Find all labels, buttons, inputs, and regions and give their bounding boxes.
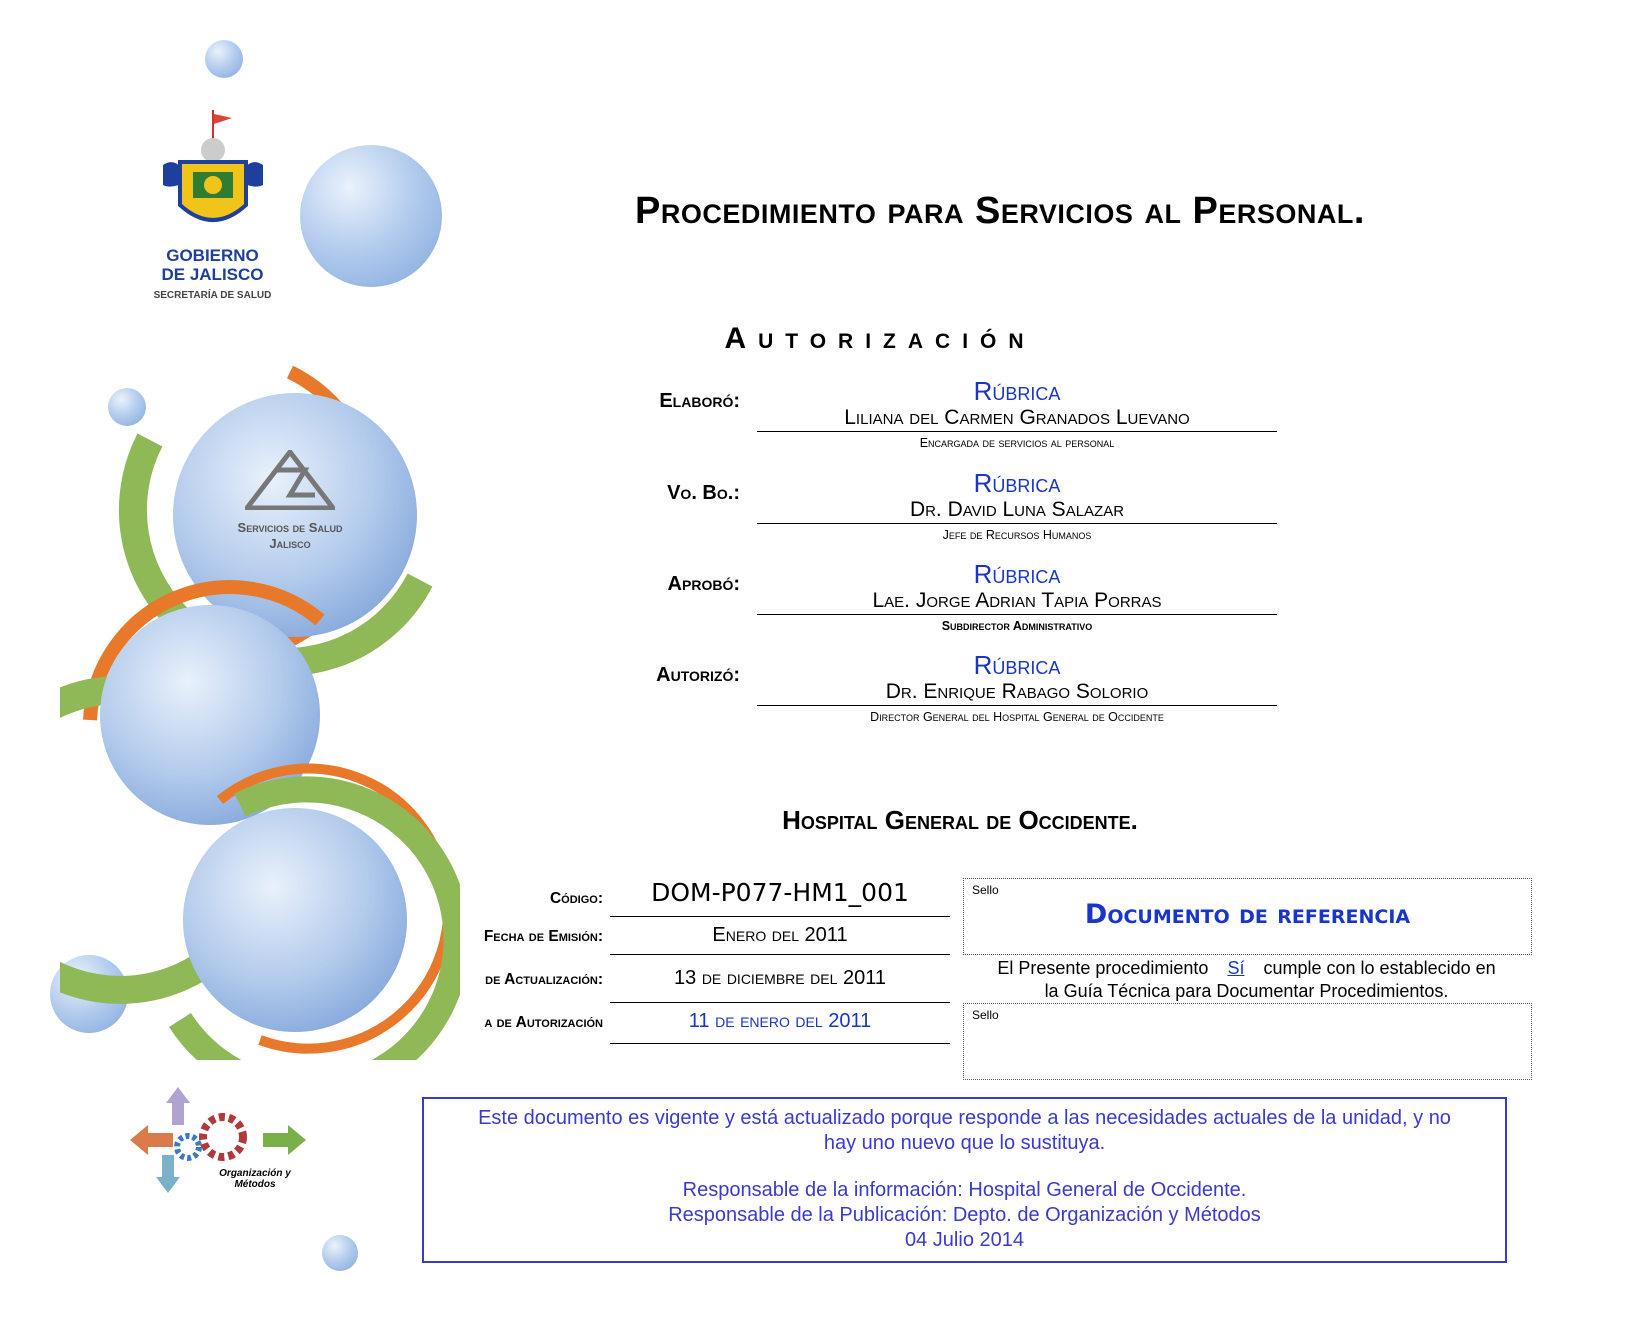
- logo-text-line: Servicios de Salud: [237, 520, 343, 535]
- signature-rubrica: Rúbrica: [973, 559, 1061, 589]
- bubble-decoration: [322, 1235, 358, 1271]
- compliance-answer: Sí: [1227, 958, 1245, 978]
- sello-label: Sello: [972, 883, 999, 897]
- footer-line: 04 Julio 2014: [905, 1229, 1024, 1251]
- logo-text-line: DE JALISCO: [161, 265, 264, 284]
- emision-value: Enero del 2011: [610, 924, 950, 955]
- compliance-line-2: la Guía Técnica para Documentar Procedimientos.: [1044, 981, 1449, 1001]
- footer-line: hay uno nuevo que lo sustituya.: [823, 1132, 1106, 1154]
- signature-label: Autorizó:: [656, 664, 740, 686]
- actualizacion-label: de Actualización:: [485, 971, 603, 988]
- logo-text-line: Organización y: [219, 1168, 291, 1179]
- hospital-title: Hospital General de Occidente.: [782, 805, 1138, 835]
- signature-block-elaboro: [757, 376, 1277, 451]
- reference-stamp-box: [963, 878, 1532, 955]
- jalisco-crest-icon: [158, 110, 268, 240]
- servicios-salud-logo-text: [215, 520, 365, 552]
- codigo-label: Código:: [549, 890, 603, 907]
- footer-line: Responsable de la Publicación: Depto. de Organización y Métodos: [668, 1204, 1261, 1226]
- signature-block-vobo: [757, 468, 1277, 543]
- signer-name: Dr. David Luna Salazar: [757, 498, 1277, 524]
- signer-name: Liliana del Carmen Granados Luevano: [757, 406, 1277, 432]
- signer-role: Subdirector Administrativo: [941, 619, 1093, 633]
- signature-block-autorizo: [757, 650, 1277, 725]
- signer-name: Dr. Enrique Rabago Solorio: [757, 680, 1277, 706]
- logo-text-line: Jalisco: [269, 536, 311, 551]
- autorizacion-value: 11 de enero del 2011: [610, 1010, 950, 1044]
- organizacion-metodos-logo-text: [200, 1168, 310, 1190]
- signer-role: Encargada de servicios al personal: [919, 436, 1115, 450]
- codigo-value: DOM-P077-HM1_001: [610, 878, 950, 917]
- gobierno-jalisco-logo-text: [140, 246, 285, 304]
- seal-stamp-box: [963, 1003, 1532, 1080]
- logo-text-line: GOBIERNO: [166, 246, 259, 265]
- signer-role: Director General del Hospital General de Occidente: [870, 710, 1164, 724]
- document-title: Procedimiento para Servicios al Personal.: [635, 190, 1365, 232]
- servicios-salud-logo-icon: [245, 450, 335, 510]
- bubble-decoration: [300, 145, 442, 287]
- compliance-post: cumple con lo establecido en: [1263, 958, 1496, 978]
- compliance-line-1: [963, 957, 1530, 980]
- authorization-heading: Autorización: [724, 322, 1036, 355]
- signature-rubrica: Rúbrica: [973, 650, 1061, 680]
- signature-rubrica: Rúbrica: [973, 468, 1061, 498]
- actualizacion-value: 13 de diciembre del 2011: [610, 967, 950, 1003]
- signature-label: Elaboró:: [659, 390, 740, 412]
- emision-label: Fecha de Emisión:: [483, 928, 603, 945]
- left-decorative-panel: [0, 0, 460, 1318]
- sello-label: Sello: [972, 1008, 999, 1022]
- signature-block-aprobo: [757, 559, 1277, 634]
- signer-name: Lae. Jorge Adrian Tapia Porras: [757, 589, 1277, 615]
- footer-line: Este documento es vigente y está actualizado porque responde a las necesidades actuales de la unidad, y no: [478, 1107, 1451, 1129]
- reference-title: Documento de referencia: [1084, 899, 1411, 930]
- compliance-statement: [963, 957, 1530, 1003]
- signer-role: Jefe de Recursos Humanos: [942, 528, 1092, 542]
- bubble-decoration: [205, 40, 243, 78]
- footer-line: Responsable de la información: Hospital General de Occidente.: [682, 1179, 1247, 1201]
- signature-rubrica: Rúbrica: [973, 376, 1061, 406]
- footer-note-box: [422, 1097, 1507, 1263]
- autorizacion-label: a de Autorización: [484, 1014, 603, 1031]
- signature-label: Aprobó:: [667, 573, 740, 595]
- logo-text-line: Métodos: [234, 1179, 276, 1190]
- compliance-pre: El Presente procedimiento: [997, 958, 1209, 978]
- signature-label: Vo. Bo.:: [667, 482, 740, 504]
- logo-text-line: SECRETARÍA DE SALUD: [153, 290, 272, 301]
